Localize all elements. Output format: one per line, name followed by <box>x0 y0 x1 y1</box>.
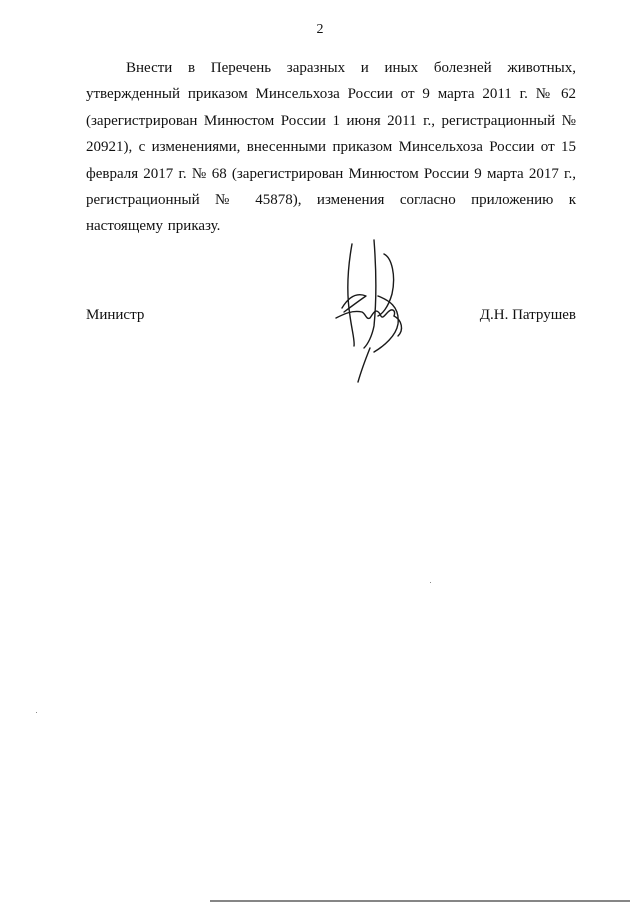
order-paragraph: Внести в Перечень заразных и иных болезней животных, утвержденный приказом Минсельхоза России от 9 марта 2011 г. № 62 (зарегистрирован Минюстом России 1 июня 2011 г., регистрационный № 20921), с изменениями, внесенными приказом Минсельхоза России от 15 февраля 2017 г. № 68 (зарегистрирован Минюстом России 9 марта 2017 г., регистрационный № 45878), изменения согласно приложению к настоящему приказу. <box>86 60 576 235</box>
scan-edge <box>210 900 630 902</box>
handwritten-signature <box>322 236 422 386</box>
scan-speck <box>36 712 37 713</box>
scan-speck <box>430 582 431 583</box>
page-number: 2 <box>316 22 324 37</box>
signatory-name: Д.Н. Патрушев <box>479 307 576 323</box>
signatory-title: Министр <box>86 307 145 323</box>
